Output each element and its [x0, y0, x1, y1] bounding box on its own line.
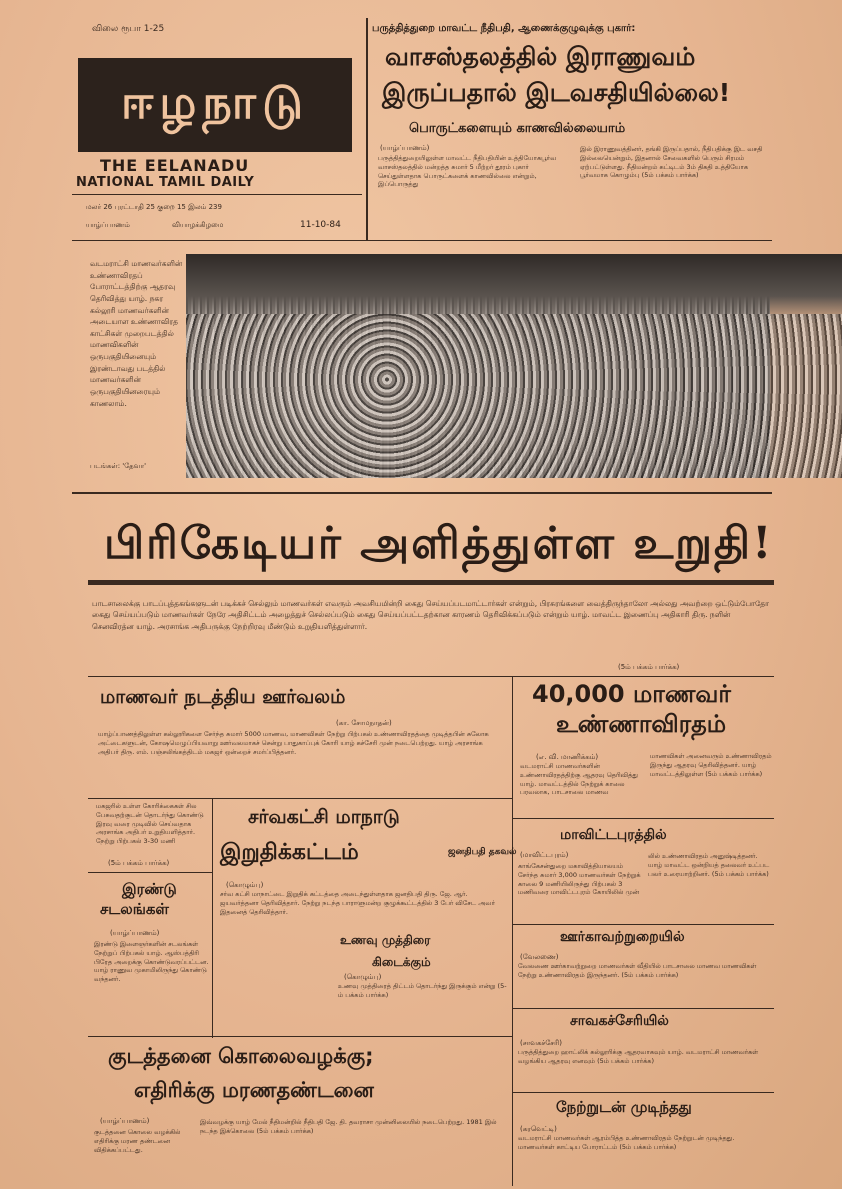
fast-headline-2: உண்ணாவிரதம் [556, 710, 727, 738]
urkavathurai-byline: (வேலணை) [520, 953, 559, 961]
main-headline: பிரிகேடியர் அளித்துள்ள உறுதி! [104, 518, 774, 569]
urkavathurai-headline: ஊர்காவற்றுறையில் [560, 929, 685, 945]
top-story-byline: (யாழ்ப்பாணம்) [380, 144, 430, 152]
murder-body-right: இவ்வழக்கு யாழ் மேல் நீதிமன்றில் நீதிபதி ஜே. தி. தவராசா முன்னிலையில் நடைபெற்றது. 1981 இல் நடந்த இக்கொலை (5ம் பக்கம் பார்க்க) [200, 1118, 497, 1135]
masthead-subtitle: NATIONAL TAMIL DAILY [76, 175, 255, 190]
food-headline: உணவு முத்திரை [340, 933, 431, 947]
rally-more: மகஜரில் உள்ள கோரிக்கைகள் சில பேசுவதற்குடன் தொடர்ந்து கொண்டு இரவு வரை முடிவில் செய்வதாக அரசாங்க அதிபர் உறுதியளித்தார். நேற்று பிற்பகல் 3-30 மணி [96, 802, 204, 846]
two-bodies-headline-2: சடலங்கள் [100, 900, 169, 918]
top-story-body-left: பருத்தித்துறையிலுள்ள மாவட்ட நீதிபதியின் உத்தியோகபூர்வ வாசஸ்தலத்தில் மன்றத்த சுமார் 5 மீற்றர் தூரம் புகார் செய்துள்ளதாக பொருட்களைக் காணவில்லை என்றும், இப்பொருத்து [378, 154, 557, 189]
photo-credit: படங்கள்: 'தேவா' [90, 462, 147, 470]
conference-headline-2: இறுதிக்கட்டம் [220, 840, 359, 865]
photo-caption: வடமராட்சி மாணவர்களின் உண்ணாவிரதப் போராட்டத்திற்கு ஆதரவு தெரிவித்து யாழ். நகர கல்லூரி மாணவர்களின் அடையாள உண்ணாவிரத காட்சிகள் முறைபடத்தில் மாணவிகளின் ஒருபகுதியினையும் இரண்டாவது படத்தில் மாணவர்களின் ஒருபகுதியினரையும் காணலாம். [90, 259, 183, 408]
rally-headline: மாணவர் நடத்திய ஊர்வலம் [100, 686, 346, 708]
dateline-day: வியாழக்கிழமை [172, 221, 224, 229]
fast-body-right: மாணவிகள் அனைவரும் உண்ணாவிரதம் இருந்து ஆதரவு தெரிவித்தனர். யாழ் மாவட்டத்திலுள்ள (5ம் பக்கம் பார்க்க) [650, 752, 772, 778]
dateline-place: யாழ்ப்பாணம் [86, 221, 130, 229]
fast-body-left: வடமராட்சி மாணவர்களின் உண்ணாவிரதத்திற்கு ஆதரவு தெரிவித்து யாழ். மாவட்டத்தில் நேற்றுக் காலை பரவலாக, பாடசாலை மாணவ [520, 762, 638, 797]
rally-jump: (5ம் பக்கம் பார்க்க) [108, 859, 170, 867]
top-story-kicker: பருத்தித்துறை மாவட்ட நீதிபதி, ஆணைக்குழுவுக்கு புகார்: [372, 23, 636, 34]
urkavathurai-body: வேலணை ஊர்காவற்றுறை மாணவர்கள் வீதியில் பாடசாலை மாணவ மாணவிகள் நேற்று உண்ணாவிரதம் இருந்தனர். (5ம் பக்கம் பார்க்க) [518, 962, 757, 979]
photo-students-fasting [186, 254, 770, 478]
fast-headline-1: 40,000 மாணவர் [532, 680, 731, 708]
masthead-english-name: THE EELANADU [100, 156, 250, 175]
murder-byline: (யாழ்ப்பாணம்) [100, 1117, 150, 1125]
rally-byline: (கா. சோமநாதன்) [336, 719, 392, 727]
chavakachcheri-headline: சாவகச்சேரியில் [570, 1013, 669, 1029]
conference-body: சர்வ கட்சி மாநாட்டை இறுதிக் கட்டத்தை அடைந்துள்ளதாக ஜனதிபதி திரு. ஜே. ஆர். ஜயவர்த்தனா தெரிவித்தார். நேற்று நடந்த பாராளுமன்ற குழுக்கூட்டத்தில் 3 பேர் விசேட அவர் இதனைத் தெரிவித்தார். [220, 890, 496, 916]
murder-headline-1: குடத்தனை கொலைவழக்கு; [108, 1044, 374, 1068]
ended-body: வடமராட்சி மாணவர்கள் ஆரம்பித்த உண்ணாவிரதம் நேற்றுடன் முடிந்தது. மாணவர்கள் காட்டிய போராட்டம் (5ம் பக்கம் பார்க்க) [518, 1134, 735, 1151]
two-bodies-body: இரண்டு இளைஞர்களின் சடலங்கள் நேற்றுப் பிற்பகல் யாழ். ஆஸ்பத்திரி பிரேத அறைக்கு கொண்டுவரப்பட்டன. யாழ் ராணுவ முகாமிலிருந்து கொண்டு வந்தனர். [94, 940, 209, 984]
ended-headline: நேற்றுடன் முடிந்தது [556, 1098, 692, 1116]
food-headline-2: கிடைக்கும் [372, 955, 431, 969]
mavittapuram-body-right: லில் உண்ணாவிரதம் அனுஷ்டித்தனர். யாழ் மாவட்ட ஒன்றியத் தலைவர் உட்பட பலர் உரையாற்றினர். (5ம் பக்கம் பார்க்க) [648, 852, 770, 878]
mavittapuram-byline: (மாவிட்டபுரம்) [520, 851, 569, 859]
masthead-logo [78, 58, 352, 152]
food-body: உணவு முத்திரைத் திட்டம் தொடர்ந்து இருக்கும் என்று (5-ம் பக்கம் பார்க்க) [338, 982, 507, 999]
two-bodies-headline-1: இரண்டு [122, 880, 177, 898]
masthead-logo-text: ஈழநாடு [120, 74, 310, 129]
dateline-issue: மலர் 26 புரட்டாதி 25 குறை 15 இலம் 239 [86, 203, 222, 211]
top-story-headline-2: இருப்பதால் இடவசதியில்லை! [382, 78, 731, 107]
top-story-body-right: இல் இராணுவத்தினர், தங்கி இருப்பதால், நீதிபதிக்கு இட வசதி இல்லையென்றும், இதனால் சேவைகளில் பெரும் சிரமம் ஏற்பட்டுள்ளது. நீதிமன்றம் கட்டிடம் 3ம் திகதி உத்தியோக பூர்வமாக கொழும்பு (5ம் பக்கம் பார்க்க) [580, 145, 763, 180]
conference-side: ஜனதிபதி தகவல் [448, 847, 517, 857]
food-byline: (கொழும்பு) [344, 973, 382, 981]
murder-headline-2: எதிரிக்கு மரணதண்டனை [134, 1078, 374, 1102]
chavakachcheri-body: பருத்தித்துறை ஹாட்லிக் கல்லூரிக்கு ஆதரவாகவும் யாழ். வடமராட்சி மாணவர்கள் வழங்கிய ஆதரவு எனவும் (5ம் பக்கம் பார்க்க) [518, 1048, 759, 1065]
rally-body: யாழ்ப்பாணத்திலுள்ள கல்லூரிகளை சேர்ந்த சுமார் 5000 மாணவ, மாணவிகள் நேற்று பிற்பகல் உண்ணாவிரதத்தை முடித்தபின் சுலோக அட்டைகளுடன், கோஷமெழுப்பியவாறு ஊர்வலமாகச் சென்று பாதுகாப்புக் கோரி யாழ் கச்சேரி முன் நடைபெற்றது. யாழ் அரசாங்க அதிபர் திரு. எம். பஞ்சலிங்கத்திடம் மகஜர் ஒன்றைச் சமர்ப்பித்தனர். [98, 730, 489, 756]
price-label: விலை ரூபா 1-25 [92, 24, 165, 34]
mavittapuram-body: காங்கேசன்துறை மகாவித்தியாலயம் சேர்ந்த சுமார் 3,000 மாணவர்கள் நேற்றுக் காலை 9 மணியிலிருந்து பிற்பகல் 3 மணிவரை மாவிட்டபுரம் கோயிலில் முன் [518, 862, 641, 897]
dateline-date: 11-10-84 [300, 220, 341, 230]
lead-paragraph: பாடசாலைக்கு பாடப்புத்தகங்களுடன் படிக்கச் செல்லும் மாணவர்கள் எவரும் அவசியமின்றி கைது செய்யப்படமாட்டார்கள் என்றும், பிரசுரங்களை வைத்திருந்தாலோ அல்லது அவற்றை ஒட்டும்போதோ கைது செய்யப்படும் மாணவர்கள் நேரே அதிசிட்டம் அழைத்துச் செல்லப்படும் கைது செய்யப்பட்டதற்கான காரணம் தெரிவிக்கப்படும் என்றும் யாழ். மாவட்ட இணைப்பு அதிகாரி திரு. நளின் செனவிரத்ன யாழ். அரசாங்க அதிபருக்கு நேற்றிரவு மீண்டும் உறுதியளித்துள்ளார். [92, 599, 770, 631]
lead-jump: (5ம் பக்கம் பார்க்க) [618, 663, 680, 671]
chavakachcheri-byline: (சாவகச்சேரி) [520, 1039, 562, 1047]
fast-byline: (எ. வி. மாணிக்கம்) [536, 753, 599, 761]
ended-byline: (கரவெட்டி) [520, 1125, 557, 1133]
murder-body-left: குடத்தனை கொலை வழக்கில் எதிரிக்கு மரண தண்டனை விதிக்கப்பட்டது. [94, 1128, 181, 1154]
conference-byline: (கொழும்பு) [226, 881, 264, 889]
two-bodies-byline: (யாழ்ப்பாணம்) [110, 929, 160, 937]
top-story-headline-1: வாசஸ்தலத்தில் இராணுவம் [385, 42, 696, 71]
mavittapuram-headline: மாவிட்டபுரத்தில் [560, 827, 667, 843]
conference-headline: சர்வகட்சி மாநாடு [248, 806, 400, 828]
top-story-subhead: பொருட்களையும் காணவில்லையாம் [409, 121, 626, 136]
